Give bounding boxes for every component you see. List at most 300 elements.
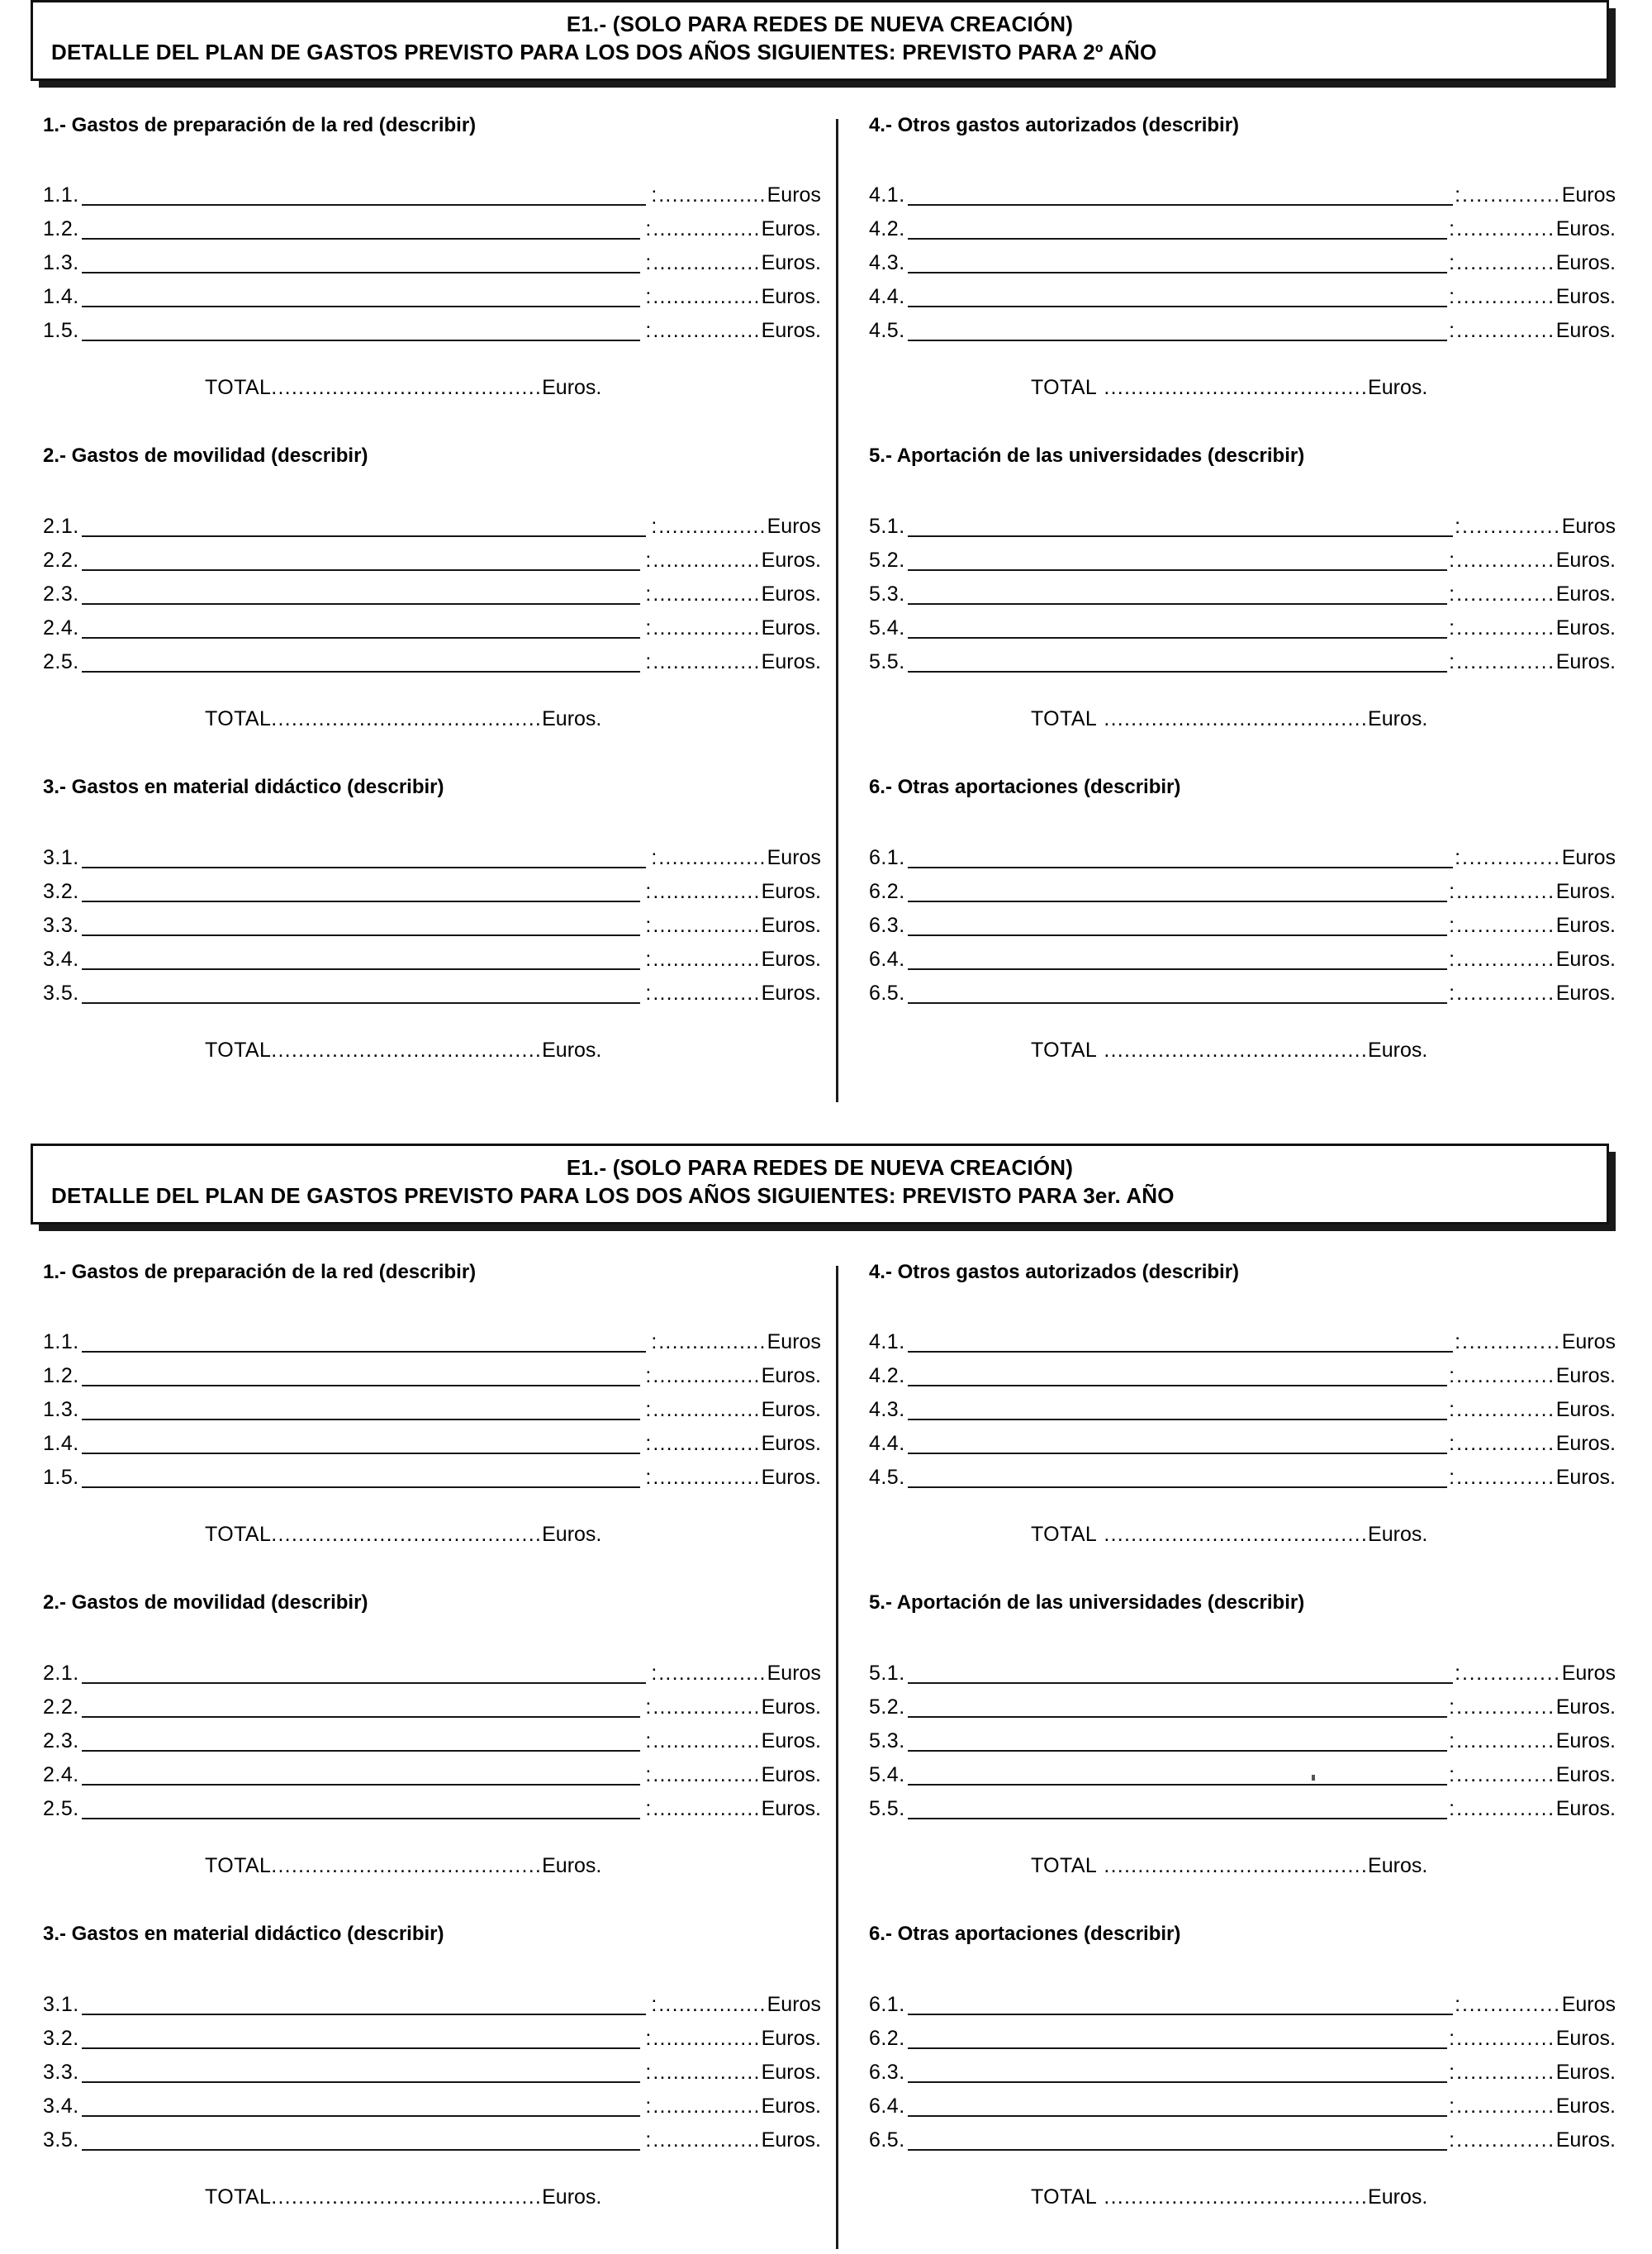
expense-item-amount-blank[interactable]: ................	[658, 1330, 767, 1354]
group-total-row	[869, 378, 1616, 398]
expense-item-description-blank[interactable]	[908, 2090, 1447, 2117]
expense-item-row	[869, 1981, 1616, 2015]
expense-item-list	[869, 503, 1616, 673]
expense-item-row	[869, 605, 1616, 639]
expense-item-colon: :	[645, 583, 652, 606]
expense-plan-sheet-2	[0, 1144, 1652, 2254]
expense-item-row	[869, 1684, 1616, 1718]
expense-item-number: 1.1.	[43, 1330, 79, 1354]
expense-item-amount-blank[interactable]: ..............	[1456, 1729, 1555, 1753]
expense-item-currency-unit: Euros.	[761, 251, 821, 275]
expense-item-number: 4.4.	[868, 285, 905, 309]
expense-item-colon: :	[645, 981, 652, 1005]
expense-item-amount-blank[interactable]: ..............	[1456, 1763, 1555, 1787]
sheet-header-box	[31, 0, 1609, 81]
expense-item-amount-blank[interactable]: ..............	[1456, 981, 1555, 1005]
expense-item-number: 5.5.	[868, 1797, 905, 1821]
total-currency-unit: Euros.	[542, 707, 602, 731]
expense-item-list	[869, 835, 1616, 1004]
expense-item-currency-unit: Euros	[1561, 845, 1616, 869]
total-dot-leader: .......................................	[1097, 1038, 1369, 1062]
expense-item-number: 5.4.	[868, 616, 905, 640]
expense-item-amount-blank[interactable]: ................	[653, 549, 761, 573]
expense-item-description-blank[interactable]	[908, 1657, 1453, 1684]
expense-item-row	[869, 537, 1616, 571]
expense-item-number: 1.2.	[43, 1364, 79, 1388]
expense-item-description-blank[interactable]	[908, 1989, 1453, 2015]
expense-item-colon: :	[1449, 217, 1455, 241]
expense-item-amount-blank[interactable]: ..............	[1456, 1432, 1555, 1456]
expense-item-colon: :	[645, 1797, 652, 1821]
expense-item-description-blank[interactable]	[82, 1394, 641, 1420]
expense-item-amount-blank[interactable]: ................	[658, 515, 767, 539]
expense-item-amount-blank[interactable]: ................	[653, 1729, 761, 1753]
expense-group	[43, 1923, 821, 2208]
expense-item-amount-blank[interactable]: ................	[653, 1797, 761, 1821]
expense-item-amount-blank[interactable]: ..............	[1462, 515, 1561, 539]
expense-item-amount-blank[interactable]: ................	[658, 1662, 767, 1686]
expense-item-amount-blank[interactable]: ................	[653, 319, 761, 343]
expense-item-row	[43, 273, 821, 307]
expense-item-description-blank[interactable]	[908, 910, 1447, 936]
expense-item-colon: :	[1449, 549, 1455, 573]
expense-item-amount-blank[interactable]: ................	[653, 2128, 761, 2152]
expense-item-number: 3.2.	[43, 879, 79, 903]
expense-item-amount-blank[interactable]: ..............	[1456, 913, 1555, 937]
expense-item-description-blank[interactable]	[908, 1725, 1447, 1752]
expense-item-description-blank[interactable]	[908, 1428, 1447, 1454]
expense-item-number: 1.3.	[43, 251, 79, 275]
total-currency-unit: Euros.	[542, 1523, 602, 1547]
expense-item-row	[869, 1718, 1616, 1752]
expense-item-number: 3.1.	[43, 1992, 79, 2016]
expense-item-currency-unit: Euros.	[1555, 2094, 1616, 2118]
expense-item-amount-blank[interactable]: ..............	[1456, 2060, 1555, 2084]
total-dot-leader: ........................................	[271, 1523, 543, 1547]
expense-item-currency-unit: Euros.	[1555, 285, 1616, 309]
expense-item-number: 2.2.	[43, 549, 79, 573]
expense-item-colon: :	[645, 1466, 652, 1490]
expense-item-colon: :	[1455, 1330, 1461, 1354]
expense-item-currency-unit: Euros.	[761, 2026, 821, 2050]
expense-item-amount-blank[interactable]: ................	[658, 183, 767, 207]
expense-item-colon: :	[645, 913, 652, 937]
expense-item-description-blank[interactable]	[82, 944, 641, 970]
expense-item-row	[869, 1319, 1616, 1353]
expense-item-description-blank[interactable]	[82, 1691, 641, 1718]
expense-item-description-blank[interactable]	[82, 2023, 641, 2049]
expense-item-description-blank[interactable]	[908, 179, 1453, 206]
expense-item-currency-unit: Euros.	[761, 947, 821, 971]
group-total-row	[43, 1524, 821, 1545]
expense-item-amount-blank[interactable]: ..............	[1456, 2026, 1555, 2050]
expense-item-description-blank[interactable]	[908, 544, 1447, 571]
expense-item-description-blank[interactable]	[82, 179, 647, 206]
expense-item-colon: :	[1455, 1992, 1461, 2016]
expense-item-row	[43, 1454, 821, 1488]
expense-item-colon: :	[645, 549, 652, 573]
expense-item-currency-unit: Euros.	[1555, 319, 1616, 343]
expense-item-amount-blank[interactable]: ..............	[1456, 549, 1555, 573]
expense-item-amount-blank[interactable]: ..............	[1456, 1364, 1555, 1388]
sheet-header-line-2: DETALLE DEL PLAN DE GASTOS PREVISTO PARA LOS DOS AÑOS SIGUIENTES: PREVISTO PARA 2º AÑO	[51, 39, 1157, 64]
expense-item-colon: :	[1449, 616, 1455, 640]
expense-item-number: 1.2.	[43, 217, 79, 241]
total-label: TOTAL	[1030, 376, 1098, 400]
expense-item-amount-blank[interactable]: ................	[653, 913, 761, 937]
expense-item-currency-unit: Euros.	[761, 1729, 821, 1753]
expense-item-number: 1.4.	[43, 1432, 79, 1456]
expense-item-colon: :	[651, 183, 657, 207]
expense-item-currency-unit: Euros.	[1555, 583, 1616, 606]
expense-item-currency-unit: Euros	[1561, 1662, 1616, 1686]
expense-item-number: 2.1.	[43, 1662, 79, 1686]
expense-item-description-blank[interactable]	[82, 612, 641, 639]
expense-item-colon: :	[1449, 1398, 1455, 1422]
expense-item-colon: :	[651, 1330, 657, 1354]
expense-item-amount-blank[interactable]: ................	[653, 981, 761, 1005]
expense-item-row	[869, 307, 1616, 341]
expense-item-currency-unit: Euros.	[1555, 2060, 1616, 2084]
group-total-row	[43, 1040, 821, 1061]
total-currency-unit: Euros.	[1368, 2185, 1428, 2209]
expense-item-amount-blank[interactable]: ..............	[1456, 1797, 1555, 1821]
expense-item-currency-unit: Euros.	[1555, 1763, 1616, 1787]
expense-item-row	[43, 1650, 821, 1684]
expense-item-currency-unit: Euros.	[761, 285, 821, 309]
expense-item-description-blank[interactable]	[82, 2090, 641, 2117]
expense-item-description-blank[interactable]	[82, 842, 647, 868]
expense-item-colon: :	[645, 2060, 652, 2084]
expense-item-number: 6.1.	[868, 845, 905, 869]
expense-item-description-blank[interactable]	[908, 2023, 1447, 2049]
expense-item-amount-blank[interactable]: ..............	[1462, 1662, 1561, 1686]
expense-item-number: 3.3.	[43, 2060, 79, 2084]
expense-item-number: 6.4.	[868, 947, 905, 971]
expense-item-amount-blank[interactable]: ................	[653, 879, 761, 903]
expense-item-description-blank[interactable]	[82, 2057, 641, 2083]
expense-item-number: 2.4.	[43, 616, 79, 640]
expense-item-number: 4.3.	[868, 1398, 905, 1422]
expense-group-title: 2.- Gastos de movilidad (describir)	[43, 1591, 368, 1614]
expense-item-row	[869, 970, 1616, 1004]
form-column-right	[829, 1261, 1616, 2254]
expense-item-description-blank[interactable]	[82, 1326, 647, 1353]
expense-item-amount-blank[interactable]: ................	[653, 217, 761, 241]
expense-item-number: 4.1.	[868, 1330, 905, 1354]
expense-item-amount-blank[interactable]: ..............	[1456, 616, 1555, 640]
expense-item-row	[869, 868, 1616, 902]
expense-item-list	[869, 172, 1616, 341]
expense-item-row	[869, 1454, 1616, 1488]
expense-item-amount-blank[interactable]: ..............	[1456, 650, 1555, 674]
expense-item-row	[43, 571, 821, 605]
group-total-row	[43, 2187, 821, 2208]
expense-item-colon: :	[645, 616, 652, 640]
group-total-row	[43, 709, 821, 730]
expense-item-amount-blank[interactable]: ................	[653, 285, 761, 309]
expense-item-amount-blank[interactable]: ................	[653, 1364, 761, 1388]
expense-item-amount-blank[interactable]: ..............	[1456, 2094, 1555, 2118]
expense-item-colon: :	[1449, 251, 1455, 275]
expense-item-row	[43, 2015, 821, 2049]
expense-group	[869, 445, 1616, 730]
expense-item-row	[43, 1981, 821, 2015]
expense-item-description-blank[interactable]	[82, 1793, 641, 1819]
expense-item-amount-blank[interactable]: ................	[653, 616, 761, 640]
expense-item-colon: :	[1449, 1729, 1455, 1753]
expense-item-amount-blank[interactable]: ................	[653, 1398, 761, 1422]
expense-item-amount-blank[interactable]: ................	[658, 845, 767, 869]
expense-group-title: 2.- Gastos de movilidad (describir)	[43, 445, 368, 468]
expense-item-amount-blank[interactable]: ..............	[1462, 1330, 1561, 1354]
expense-item-colon: :	[1449, 1432, 1455, 1456]
expense-item-description-blank[interactable]	[82, 544, 641, 571]
expense-item-description-blank[interactable]	[908, 2124, 1447, 2151]
expense-item-description-blank[interactable]	[82, 1657, 647, 1684]
expense-item-row	[869, 1353, 1616, 1386]
expense-item-amount-blank[interactable]: ..............	[1456, 879, 1555, 903]
expense-item-currency-unit: Euros	[1561, 515, 1616, 539]
expense-item-amount-blank[interactable]: ..............	[1462, 183, 1561, 207]
expense-item-colon: :	[651, 845, 657, 869]
expense-item-description-blank[interactable]	[82, 315, 641, 341]
expense-item-description-blank[interactable]	[82, 1428, 641, 1454]
expense-item-amount-blank[interactable]: ..............	[1456, 285, 1555, 309]
expense-item-description-blank[interactable]	[82, 511, 647, 537]
expense-item-description-blank[interactable]	[82, 977, 641, 1004]
expense-item-colon: :	[645, 217, 652, 241]
expense-item-currency-unit: Euros.	[1555, 1729, 1616, 1753]
expense-item-description-blank[interactable]	[908, 1360, 1447, 1386]
expense-item-colon: :	[645, 2026, 652, 2050]
expense-item-row	[869, 2049, 1616, 2083]
total-dot-leader: ........................................	[271, 2185, 543, 2209]
expense-item-number: 6.2.	[868, 2026, 905, 2050]
expense-item-currency-unit: Euros.	[1555, 1797, 1616, 1821]
expense-item-amount-blank[interactable]: ..............	[1456, 2128, 1555, 2152]
expense-item-row	[43, 1353, 821, 1386]
expense-item-currency-unit: Euros.	[761, 1432, 821, 1456]
expense-item-amount-blank[interactable]: ................	[653, 1695, 761, 1719]
expense-item-amount-blank[interactable]: ..............	[1456, 217, 1555, 241]
expense-item-description-blank[interactable]	[82, 910, 641, 936]
expense-item-amount-blank[interactable]: ..............	[1456, 1466, 1555, 1490]
expense-item-description-blank[interactable]	[908, 842, 1453, 868]
expense-item-description-blank[interactable]	[908, 612, 1447, 639]
expense-item-amount-blank[interactable]: ..............	[1456, 1398, 1555, 1422]
expense-item-description-blank[interactable]	[908, 1462, 1447, 1488]
expense-item-number: 4.5.	[868, 1466, 905, 1490]
expense-item-number: 2.3.	[43, 1729, 79, 1753]
expense-item-description-blank[interactable]	[908, 1793, 1447, 1819]
expense-item-description-blank[interactable]	[908, 1691, 1447, 1718]
expense-item-currency-unit: Euros.	[761, 2094, 821, 2118]
expense-item-amount-blank[interactable]: ................	[653, 2060, 761, 2084]
total-currency-unit: Euros.	[1368, 1854, 1428, 1878]
expense-item-row	[869, 273, 1616, 307]
expense-item-number: 4.1.	[868, 183, 905, 207]
expense-item-row	[43, 172, 821, 206]
expense-item-number: 3.5.	[43, 2128, 79, 2152]
expense-item-description-blank[interactable]	[908, 944, 1447, 970]
expense-item-colon: :	[1449, 947, 1455, 971]
expense-item-number: 2.5.	[43, 1797, 79, 1821]
expense-item-currency-unit: Euros.	[1555, 1695, 1616, 1719]
expense-item-currency-unit: Euros.	[1555, 549, 1616, 573]
expense-item-amount-blank[interactable]: ................	[653, 947, 761, 971]
expense-item-row	[869, 902, 1616, 936]
expense-item-description-blank[interactable]	[82, 2124, 641, 2151]
expense-item-amount-blank[interactable]: ..............	[1462, 1992, 1561, 2016]
expense-item-description-blank[interactable]	[908, 977, 1447, 1004]
expense-item-amount-blank[interactable]: ..............	[1456, 947, 1555, 971]
expense-item-number: 6.1.	[868, 1992, 905, 2016]
expense-item-colon: :	[645, 285, 652, 309]
expense-item-currency-unit: Euros.	[1555, 913, 1616, 937]
expense-item-colon: :	[651, 1662, 657, 1686]
total-currency-unit: Euros.	[542, 2185, 602, 2209]
expense-item-number: 2.5.	[43, 650, 79, 674]
expense-group	[869, 114, 1616, 399]
expense-item-amount-blank[interactable]: ..............	[1456, 251, 1555, 275]
expense-item-number: 1.1.	[43, 183, 79, 207]
expense-item-number: 3.5.	[43, 981, 79, 1005]
expense-item-colon: :	[1449, 583, 1455, 606]
expense-item-description-blank[interactable]	[908, 247, 1447, 273]
expense-item-amount-blank[interactable]: ..............	[1456, 319, 1555, 343]
expense-item-amount-blank[interactable]: ................	[653, 2094, 761, 2118]
expense-item-currency-unit: Euros.	[761, 1466, 821, 1490]
expense-item-amount-blank[interactable]: ................	[653, 1763, 761, 1787]
expense-item-description-blank[interactable]	[908, 578, 1447, 605]
form-column-left	[43, 114, 829, 1107]
expense-group-title: 4.- Otros gastos autorizados (describir)	[868, 113, 1240, 136]
expense-item-row	[43, 2049, 821, 2083]
expense-item-description-blank[interactable]	[908, 1759, 1447, 1786]
expense-item-description-blank[interactable]	[908, 1326, 1453, 1353]
expense-item-list	[43, 835, 821, 1004]
total-label: TOTAL	[1030, 2185, 1098, 2209]
expense-item-description-blank[interactable]	[82, 1360, 641, 1386]
group-total-row	[869, 1040, 1616, 1061]
expense-item-colon: :	[645, 650, 652, 674]
expense-item-currency-unit: Euros.	[761, 2060, 821, 2084]
expense-item-description-blank[interactable]	[908, 646, 1447, 673]
expense-item-row	[869, 835, 1616, 868]
expense-item-row	[869, 1650, 1616, 1684]
expense-item-currency-unit: Euros.	[1555, 1466, 1616, 1490]
expense-item-amount-blank[interactable]: ................	[653, 251, 761, 275]
expense-item-description-blank[interactable]	[82, 1725, 641, 1752]
expense-item-number: 6.4.	[868, 2094, 905, 2118]
total-currency-unit: Euros.	[1368, 1523, 1428, 1547]
expense-item-description-blank[interactable]	[908, 281, 1447, 307]
expense-item-colon: :	[1449, 2026, 1455, 2050]
expense-item-amount-blank[interactable]: ..............	[1456, 583, 1555, 606]
expense-item-description-blank[interactable]	[82, 646, 641, 673]
expense-item-description-blank[interactable]	[908, 1394, 1447, 1420]
expense-item-number: 6.3.	[868, 2060, 905, 2084]
expense-item-currency-unit: Euros.	[761, 217, 821, 241]
expense-item-currency-unit: Euros.	[761, 1398, 821, 1422]
expense-item-description-blank[interactable]	[82, 1462, 641, 1488]
expense-item-description-blank[interactable]	[82, 213, 641, 240]
group-total-row	[869, 1524, 1616, 1545]
total-dot-leader: .......................................	[1097, 1854, 1369, 1878]
expense-item-row	[869, 1386, 1616, 1420]
expense-item-amount-blank[interactable]: ................	[653, 1466, 761, 1490]
expense-item-amount-blank[interactable]: ................	[653, 583, 761, 606]
expense-item-row	[43, 1786, 821, 1819]
expense-item-description-blank[interactable]	[908, 315, 1447, 341]
expense-item-amount-blank[interactable]: ..............	[1456, 1695, 1555, 1719]
expense-group-title: 4.- Otros gastos autorizados (describir)	[868, 1260, 1240, 1283]
expense-item-amount-blank[interactable]: ................	[658, 1992, 767, 2016]
expense-group-title: 6.- Otras aportaciones (describir)	[868, 1923, 1181, 1946]
sheet-body	[0, 114, 1652, 1107]
expense-item-description-blank[interactable]	[908, 876, 1447, 902]
expense-item-list	[43, 503, 821, 673]
expense-item-description-blank[interactable]	[82, 876, 641, 902]
expense-item-currency-unit: Euros.	[1555, 650, 1616, 674]
expense-item-description-blank[interactable]	[82, 1759, 641, 1786]
expense-item-number: 5.1.	[868, 515, 905, 539]
expense-item-row	[43, 2083, 821, 2117]
expense-item-description-blank[interactable]	[82, 578, 641, 605]
expense-item-row	[43, 1420, 821, 1454]
expense-item-colon: :	[1449, 879, 1455, 903]
expense-item-description-blank[interactable]	[908, 213, 1447, 240]
expense-item-colon: :	[1455, 183, 1461, 207]
expense-item-amount-blank[interactable]: ..............	[1462, 845, 1561, 869]
expense-group-title: 5.- Aportación de las universidades (describir)	[868, 1591, 1305, 1614]
expense-item-amount-blank[interactable]: ................	[653, 2026, 761, 2050]
expense-item-row	[869, 1420, 1616, 1454]
expense-item-description-blank[interactable]	[82, 281, 641, 307]
group-total-row	[869, 2187, 1616, 2208]
expense-item-description-blank[interactable]	[908, 2057, 1447, 2083]
expense-item-number: 5.2.	[868, 549, 905, 573]
expense-item-amount-blank[interactable]: ................	[653, 1432, 761, 1456]
expense-item-description-blank[interactable]	[82, 1989, 647, 2015]
total-currency-unit: Euros.	[1368, 707, 1428, 731]
expense-item-description-blank[interactable]	[908, 511, 1453, 537]
expense-item-row	[43, 936, 821, 970]
expense-item-currency-unit: Euros.	[761, 1797, 821, 1821]
total-label: TOTAL	[1030, 707, 1098, 731]
expense-item-colon: :	[645, 879, 652, 903]
expense-item-description-blank[interactable]	[82, 247, 641, 273]
expense-item-currency-unit: Euros.	[761, 319, 821, 343]
expense-item-currency-unit: Euros.	[761, 616, 821, 640]
sheet-body	[0, 1261, 1652, 2254]
expense-item-number: 1.5.	[43, 1466, 79, 1490]
expense-item-list	[43, 1650, 821, 1819]
expense-item-number: 5.2.	[868, 1695, 905, 1719]
expense-item-number: 5.4.	[868, 1763, 905, 1787]
expense-item-row	[43, 605, 821, 639]
expense-item-row	[43, 240, 821, 273]
expense-item-number: 3.2.	[43, 2026, 79, 2050]
expense-item-amount-blank[interactable]: ................	[653, 650, 761, 674]
expense-item-currency-unit: Euros.	[761, 1695, 821, 1719]
expense-item-currency-unit: Euros.	[1555, 947, 1616, 971]
group-total-row	[43, 1856, 821, 1876]
expense-item-currency-unit: Euros	[767, 845, 821, 869]
expense-group-title: 1.- Gastos de preparación de la red (describir)	[43, 1260, 477, 1283]
expense-item-number: 6.2.	[868, 879, 905, 903]
